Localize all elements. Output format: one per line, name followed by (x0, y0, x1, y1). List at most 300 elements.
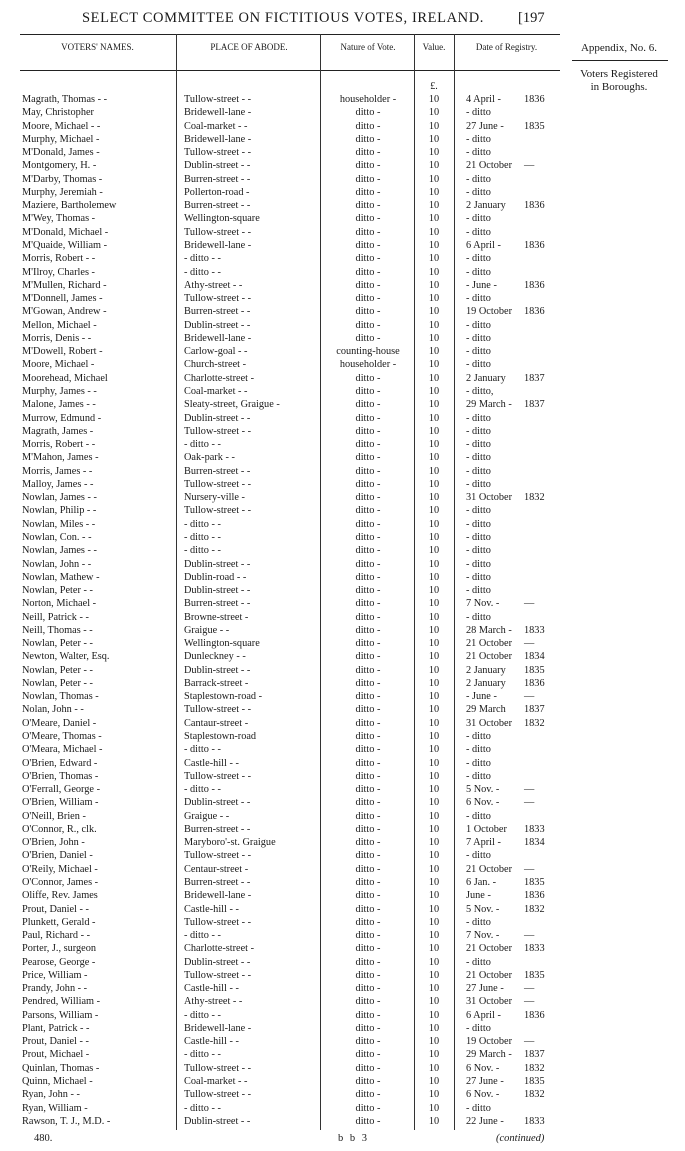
vote-value: 10 (428, 837, 440, 849)
voter-name: Price, William - (22, 969, 88, 981)
registry-date: 21 October (466, 160, 513, 172)
column-header-names: VOTERS' NAMES. (61, 42, 134, 52)
registry-year: 1833 (524, 1115, 545, 1127)
registry-date: - ditto (466, 266, 491, 278)
table-row (0, 1088, 560, 1101)
vote-value: 10 (428, 94, 440, 105)
vote-value: 10 (428, 293, 440, 304)
voter-name: O'Brien, Edward - (22, 757, 98, 769)
place-of-abode: - ditto - - (184, 266, 221, 278)
vote-value: 10 (428, 1036, 440, 1048)
table-row (0, 1048, 560, 1061)
nature-of-vote: ditto - (355, 425, 381, 437)
vote-value: 10 (428, 279, 440, 291)
registry-year: 1833 (524, 943, 545, 955)
place-of-abode: Coal-market - - (184, 1076, 248, 1087)
registry-date: - ditto (466, 293, 491, 304)
registry-year: 1836 (524, 240, 545, 251)
vote-value: 10 (428, 133, 440, 145)
voter-name: Ryan, John - - (22, 1089, 80, 1101)
vote-value: 10 (428, 664, 440, 676)
vote-value: 10 (428, 930, 440, 941)
voter-name: M'Dowell, Robert - (22, 346, 103, 358)
nature-of-vote: ditto - (355, 664, 381, 676)
table-row (0, 425, 560, 438)
voter-name: Maziere, Bartholemew (22, 200, 117, 212)
registry-year: — (524, 863, 535, 875)
vote-value: 10 (428, 266, 440, 278)
registry-year: 1832 (524, 1089, 545, 1101)
nature-of-vote: ditto - (355, 890, 381, 902)
voter-name: O'Brien, William - (22, 797, 99, 809)
nature-of-vote: ditto - (355, 1036, 381, 1048)
table-row (0, 624, 560, 637)
registry-date: - ditto (466, 531, 491, 543)
nature-of-vote: ditto - (355, 399, 381, 411)
vote-value: 10 (428, 1115, 440, 1127)
nature-of-vote: counting-house (336, 346, 400, 358)
registry-year: — (524, 983, 535, 995)
nature-of-vote: ditto - (355, 558, 381, 570)
place-of-abode: Bridewell-lane - (184, 890, 252, 902)
place-of-abode: Tullow-street - - (184, 850, 252, 862)
registry-year: 1835 (524, 1076, 545, 1087)
table-row (0, 849, 560, 862)
vote-value: 10 (428, 160, 440, 172)
nature-of-vote: ditto - (355, 240, 381, 251)
place-of-abode: Dublin-street - - (184, 585, 251, 596)
registry-date: 22 June - (466, 1115, 504, 1127)
registry-date: - ditto (466, 744, 491, 756)
vote-value: 10 (428, 107, 440, 119)
table-row (0, 1102, 560, 1115)
registry-date: - ditto (466, 412, 491, 424)
vote-value: 10 (428, 677, 440, 689)
place-of-abode: Wellington-square (184, 213, 260, 225)
registry-year: — (524, 797, 535, 809)
table-row (0, 120, 560, 133)
registry-date: - ditto (466, 810, 491, 822)
nature-of-vote: ditto - (355, 863, 381, 875)
place-of-abode: Tullow-street - - (184, 770, 252, 782)
vote-value: 10 (428, 200, 440, 212)
vote-value: 10 (428, 399, 440, 411)
registry-year: 1833 (524, 624, 545, 636)
table-row (0, 438, 560, 451)
voter-name: Nowlan, Miles - - (22, 518, 96, 530)
place-of-abode: - ditto - - (184, 531, 221, 543)
place-of-abode: Tullow-street - - (184, 969, 252, 981)
registry-year: 1836 (524, 279, 545, 291)
registry-date: - ditto (466, 452, 491, 464)
vote-value: 10 (428, 691, 440, 703)
voter-name: Moore, Michael - - (22, 120, 101, 132)
voter-name: M'Donald, James - (22, 147, 100, 159)
registry-year: — (524, 160, 535, 172)
registry-date: 7 April - (466, 837, 501, 849)
table-row (0, 385, 560, 398)
nature-of-vote: ditto - (355, 492, 381, 504)
registry-year: 1832 (524, 1062, 545, 1074)
voter-name: Magrath, Thomas - - (22, 94, 108, 105)
voter-name: Neill, Thomas - - (22, 624, 93, 636)
registry-date: 6 Nov. - (466, 797, 500, 809)
voter-name: M'Mullen, Richard - (22, 279, 107, 291)
vote-value: 10 (428, 1089, 440, 1101)
place-of-abode: Burren-street - - (184, 465, 251, 477)
voter-name: O'Meara, Michael - (22, 744, 103, 756)
place-of-abode: Bridewell-lane - (184, 240, 252, 251)
voter-name: Paul, Richard - - (22, 930, 91, 941)
table-row (0, 1115, 560, 1128)
voter-name: O'Connor, James - (22, 876, 99, 888)
registry-date: - June - (466, 279, 497, 291)
nature-of-vote: ditto - (355, 770, 381, 782)
table-row (0, 810, 560, 823)
nature-of-vote: ditto - (355, 704, 381, 716)
place-of-abode: Burren-street - - (184, 173, 251, 185)
voter-name: Malloy, James - - (22, 478, 94, 490)
place-of-abode: Dublin-street - - (184, 1115, 251, 1127)
vote-value: 10 (428, 346, 440, 358)
place-of-abode: Wellington-square (184, 638, 260, 650)
voter-name: Plant, Patrick - - (22, 1022, 90, 1034)
column-header-value: Value. (422, 42, 446, 52)
nature-of-vote: ditto - (355, 850, 381, 862)
nature-of-vote: ditto - (355, 1009, 381, 1021)
nature-of-vote: ditto - (355, 147, 381, 159)
table-row (0, 544, 560, 557)
registry-date: 19 October (466, 1036, 513, 1048)
voter-name: Magrath, James - (22, 425, 94, 437)
table-row (0, 279, 560, 292)
value-unit: £. (430, 81, 438, 92)
table-row (0, 93, 560, 106)
vote-value: 10 (428, 439, 440, 450)
registry-date: June - (466, 890, 491, 902)
table-row (0, 212, 560, 225)
table-row (0, 1062, 560, 1075)
registry-date: 5 Nov. - (466, 784, 500, 795)
voter-name: Murphy, Michael - (22, 133, 100, 145)
voter-name: Nowlan, Peter - - (22, 664, 93, 676)
registry-year: 1834 (524, 651, 545, 663)
nature-of-vote: ditto - (355, 691, 381, 703)
registry-year: 1837 (524, 704, 545, 716)
registry-year: 1837 (524, 372, 545, 384)
table-row (0, 133, 560, 146)
nature-of-vote: ditto - (355, 624, 381, 636)
voter-name: Nowlan, Mathew - (22, 571, 100, 583)
vote-value: 10 (428, 492, 440, 504)
table-row (0, 491, 560, 504)
place-of-abode: Barrack-street - (184, 677, 249, 689)
registry-date: 31 October (466, 492, 513, 504)
nature-of-vote: ditto - (355, 797, 381, 809)
nature-of-vote: ditto - (355, 677, 381, 689)
voter-name: Neill, Patrick - - (22, 611, 89, 623)
nature-of-vote: ditto - (355, 107, 381, 119)
voter-name: Mellon, Michael - (22, 319, 97, 331)
vote-value: 10 (428, 969, 440, 981)
place-of-abode: Tullow-street - - (184, 226, 252, 238)
table-row (0, 558, 560, 571)
place-of-abode: Dublin-street - - (184, 412, 251, 424)
registry-date: 21 October (466, 969, 513, 981)
registry-date: - ditto (466, 478, 491, 490)
nature-of-vote: ditto - (355, 1062, 381, 1074)
table-row (0, 783, 560, 796)
table-row (0, 504, 560, 517)
place-of-abode: Pollerton-road - (184, 186, 250, 198)
registry-date: 27 June - (466, 1076, 504, 1087)
nature-of-vote: ditto - (355, 293, 381, 304)
vote-value: 10 (428, 478, 440, 490)
voter-name: Nowlan, Con. - - (22, 531, 92, 543)
vote-value: 10 (428, 770, 440, 782)
registry-year: — (524, 930, 535, 941)
registry-date: 7 Nov. - (466, 598, 500, 610)
voter-name: Malone, James - - (22, 399, 96, 411)
registry-year: — (524, 1036, 535, 1048)
nature-of-vote: ditto - (355, 385, 381, 397)
table-row (0, 770, 560, 783)
margin-appendix: Appendix, No. 6. (580, 42, 658, 54)
place-of-abode: Church-street - (184, 359, 247, 371)
place-of-abode: Dunleckney - - (184, 651, 246, 663)
nature-of-vote: ditto - (355, 598, 381, 610)
registry-date: - ditto (466, 505, 491, 517)
vote-value: 10 (428, 505, 440, 517)
table-row (0, 677, 560, 690)
place-of-abode: Castle-hill - - (184, 757, 239, 769)
voter-name: Nolan, John - - (22, 704, 84, 716)
place-of-abode: - ditto - - (184, 253, 221, 265)
registry-date: - ditto (466, 173, 491, 185)
place-of-abode: - ditto - - (184, 1009, 221, 1021)
registry-year: 1837 (524, 1049, 545, 1061)
place-of-abode: Tullow-street - - (184, 1089, 252, 1101)
vote-value: 10 (428, 425, 440, 437)
vote-value: 10 (428, 120, 440, 132)
vote-value: 10 (428, 213, 440, 225)
table-row (0, 1022, 560, 1035)
voter-name: Parsons, William - (22, 1009, 99, 1021)
place-of-abode: Castle-hill - - (184, 983, 239, 995)
place-of-abode: Tullow-street - - (184, 505, 252, 517)
table-row (0, 398, 560, 411)
nature-of-vote: ditto - (355, 1022, 381, 1034)
registry-date: - ditto (466, 186, 491, 198)
place-of-abode: Athy-street - - (184, 279, 243, 291)
voter-name: Murrow, Edmund - (22, 412, 102, 424)
registry-year: 1836 (524, 94, 545, 105)
nature-of-vote: ditto - (355, 213, 381, 225)
nature-of-vote: ditto - (355, 571, 381, 583)
column-header-nature: Nature of Vote. (340, 42, 396, 52)
vote-value: 10 (428, 173, 440, 185)
table-row (0, 690, 560, 703)
registry-date: 6 April - (466, 240, 501, 251)
voter-name: O'Meare, Thomas - (22, 731, 102, 742)
place-of-abode: Graigue - - (184, 810, 230, 822)
place-of-abode: Tullow-street - - (184, 478, 252, 490)
registry-date: 27 June - (466, 983, 504, 995)
voter-name: O'Connor, R., clk. (22, 823, 97, 835)
registry-year: 1837 (524, 399, 545, 411)
registry-date: 7 Nov. - (466, 930, 500, 941)
place-of-abode: Bridewell-lane - (184, 332, 252, 344)
sheet-number: 480. (34, 1133, 53, 1144)
table-row (0, 199, 560, 212)
place-of-abode: Burren-street - - (184, 306, 251, 318)
page-number: [197 (518, 10, 545, 26)
voter-name: Moorehead, Michael (22, 372, 108, 384)
voter-name: Nowlan, James - - (22, 545, 97, 557)
registry-date: 6 Nov. - (466, 1089, 500, 1101)
voter-name: Nowlan, Peter - - (22, 638, 93, 650)
nature-of-vote: ditto - (355, 412, 381, 424)
table-row (0, 358, 560, 371)
place-of-abode: - ditto - - (184, 518, 221, 530)
top-rule (20, 34, 560, 35)
place-of-abode: Burren-street - - (184, 598, 251, 610)
voter-name: Pearose, George - (22, 956, 96, 968)
vote-value: 10 (428, 823, 440, 835)
table-row (0, 597, 560, 610)
table-row (0, 252, 560, 265)
voter-name: M'Quaide, William - (22, 240, 108, 251)
voter-name: Morris, Robert - - (22, 439, 96, 450)
vote-value: 10 (428, 704, 440, 716)
place-of-abode: Dublin-street - - (184, 797, 251, 809)
vote-value: 10 (428, 240, 440, 251)
registry-year: 1833 (524, 823, 545, 835)
table-row (0, 757, 560, 770)
registry-date: - ditto (466, 346, 491, 358)
place-of-abode: - ditto - - (184, 439, 221, 450)
vote-value: 10 (428, 452, 440, 464)
place-of-abode: Castle-hill - - (184, 1036, 239, 1048)
registry-date: - ditto (466, 439, 491, 450)
registry-date: 29 March - (466, 399, 512, 411)
registry-date: - June - (466, 691, 497, 703)
vote-value: 10 (428, 1009, 440, 1021)
vote-value: 10 (428, 797, 440, 809)
registry-date: 5 Nov. - (466, 903, 500, 915)
table-row (0, 173, 560, 186)
place-of-abode: Cantaur-street - (184, 717, 249, 729)
place-of-abode: Dublin-street - - (184, 558, 251, 570)
voter-name: Montgomery, H. - (22, 160, 97, 172)
signature-mark: b b 3 (338, 1133, 369, 1144)
table-row (0, 916, 560, 929)
page-header (48, 8, 558, 30)
place-of-abode: Bridewell-lane - (184, 1022, 252, 1034)
table-row (0, 889, 560, 902)
registry-date: 21 October (466, 943, 513, 955)
nature-of-vote: ditto - (355, 1115, 381, 1127)
table-row (0, 319, 560, 332)
registry-date: - ditto (466, 518, 491, 530)
registry-date: 29 March (466, 704, 506, 716)
place-of-abode: Nursery-ville - (184, 492, 245, 504)
nature-of-vote: ditto - (355, 1076, 381, 1087)
column-header-date: Date of Registry. (475, 42, 538, 52)
registry-year: — (524, 638, 535, 650)
registry-date: 6 April - (466, 1009, 501, 1021)
voter-name: Prandy, John - - (22, 983, 88, 995)
voter-name: Murphy, Jeremiah - (22, 186, 103, 198)
vote-value: 10 (428, 943, 440, 955)
place-of-abode: Coal-market - - (184, 385, 248, 397)
vote-value: 10 (428, 598, 440, 610)
voter-name: Nowlan, James - - (22, 492, 97, 504)
registry-date: 6 Jan. - (466, 876, 497, 888)
voter-name: Morris, Robert - - (22, 253, 96, 265)
nature-of-vote: ditto - (355, 465, 381, 477)
registry-date: - ditto (466, 956, 491, 968)
table-row (0, 345, 560, 358)
vote-value: 10 (428, 585, 440, 596)
nature-of-vote: ditto - (355, 133, 381, 145)
table-row (0, 956, 560, 969)
registry-date: 28 March - (466, 624, 512, 636)
place-of-abode: Burren-street - - (184, 200, 251, 212)
registry-date: 21 October (466, 651, 513, 663)
vote-value: 10 (428, 916, 440, 928)
table-row (0, 796, 560, 809)
vote-value: 10 (428, 1102, 440, 1114)
table-row (0, 611, 560, 624)
registry-year: 1834 (524, 837, 545, 849)
vote-value: 10 (428, 147, 440, 159)
registry-year: 1832 (524, 903, 545, 915)
place-of-abode: Browne-street - (184, 611, 249, 623)
vote-value: 10 (428, 757, 440, 769)
table-row (0, 518, 560, 531)
registry-year: 1836 (524, 306, 545, 318)
voter-name: Quinlan, Thomas - (22, 1062, 100, 1074)
vote-value: 10 (428, 850, 440, 862)
place-of-abode: Dublin-street - - (184, 160, 251, 172)
registry-date: - ditto (466, 850, 491, 862)
registry-date: - ditto (466, 545, 491, 557)
table-row (0, 995, 560, 1008)
table-row (0, 372, 560, 385)
place-of-abode: Bridewell-lane - (184, 107, 252, 119)
place-of-abode: Coal-market - - (184, 120, 248, 132)
table-row (0, 332, 560, 345)
voter-name: O'Meare, Daniel - (22, 717, 97, 729)
registry-date: - ditto (466, 425, 491, 437)
table-row (0, 743, 560, 756)
vote-value: 10 (428, 412, 440, 424)
registry-date: - ditto (466, 465, 491, 477)
nature-of-vote: ditto - (355, 784, 381, 795)
table-row (0, 1075, 560, 1088)
nature-of-vote: ditto - (355, 757, 381, 769)
registry-date: - ditto (466, 611, 491, 623)
registry-date: 27 June - (466, 120, 504, 132)
voter-name: O'Ferrall, George - (22, 784, 101, 795)
voter-name: Prout, Daniel - - (22, 1036, 89, 1048)
place-of-abode: Tullow-street - - (184, 293, 252, 304)
registry-year: 1836 (524, 890, 545, 902)
voter-name: Prout, Daniel - - (22, 903, 89, 915)
registry-date: 19 October (466, 306, 513, 318)
registry-date: - ditto (466, 571, 491, 583)
